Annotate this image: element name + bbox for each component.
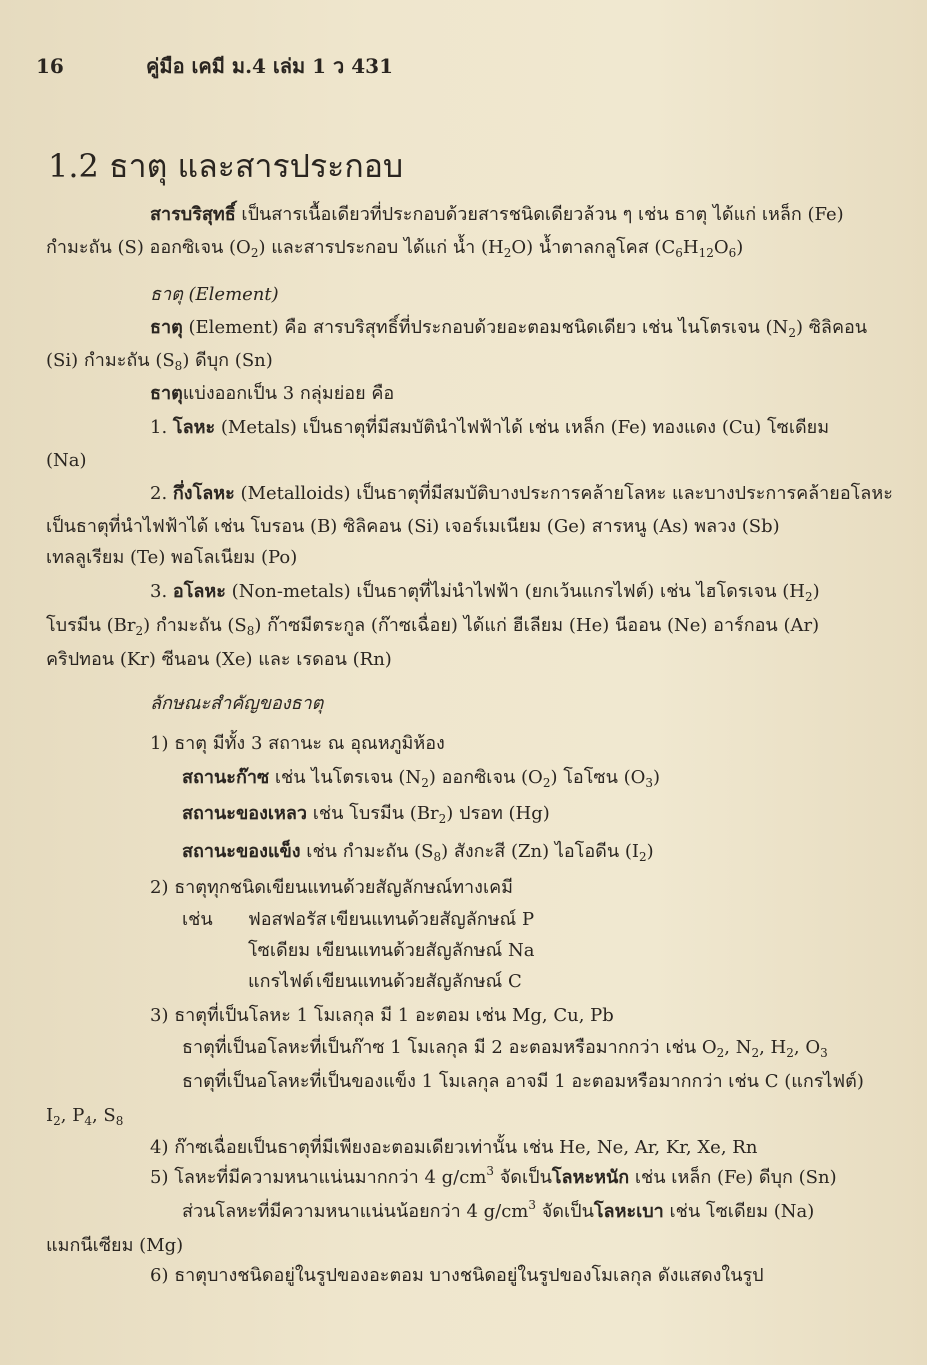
property-subitem: ธาตุที่เป็นอโลหะที่เป็นก๊าซ 1 โมเลกุล มี 2 อะตอมหรือมากกว่า เช่น $O_2$, $N_2$, $H_2$, $O_3$ bbox=[182, 1037, 828, 1060]
property-continuation: แมกนีเซียม (Mg) bbox=[46, 1235, 184, 1256]
list-item-continuation: โบรมีน $(Br_2)$ กำมะถัน $(S_8)$ ก๊าซมีตระกูล (ก๊าซเฉื่อย) ได้แก่ ฮีเลียม (He) นีออน (Ne) อาร์กอน (Ar) bbox=[46, 615, 820, 638]
list-item-continuation: เป็นธาตุที่นำไฟฟ้าได้ เช่น โบรอน (B) ซิลิคอน (Si) เจอร์เมเนียม (Ge) สารหนู (As) พลวง (Sb) bbox=[46, 516, 780, 537]
symbol-row: โซเดียม เขียนแทนด้วยสัญลักษณ์ Na bbox=[248, 940, 535, 961]
property-continuation: $I_2$, $P_4$, $S_8$ bbox=[46, 1105, 124, 1128]
property-item: 4) ก๊าซเฉื่อยเป็นธาตุที่มีเพียงอะตอมเดียวเท่านั้น เช่น He, Ne, Ar, Kr, Xe, Rn bbox=[150, 1137, 758, 1158]
subheading-properties: ลักษณะสำคัญของธาตุ bbox=[150, 693, 324, 714]
list-item: 3. อโลหะ (Non-metals) เป็นธาตุที่ไม่นำไฟฟ้า (ยกเว้นแกรไฟต์) เช่น ไฮโดรเจน $(H_2)$ bbox=[150, 581, 820, 604]
paragraph-line: ธาตุ (Element) คือ สารบริสุทธิ์ที่ประกอบด้วยอะตอมชนิดเดียว เช่น ไนโตรเจน $(N_2)$ ซิลิคอน bbox=[150, 317, 868, 340]
paragraph-line: (Si) กำมะถัน $(S_8)$ ดีบุก (Sn) bbox=[46, 350, 273, 373]
property-subitem: ส่วนโลหะที่มีความหนาแน่นน้อยกว่า 4 $g/cm^3$ จัดเป็นโลหะเบา เช่น โซเดียม (Na) bbox=[182, 1198, 815, 1222]
property-item: 6) ธาตุบางชนิดอยู่ในรูปของอะตอม บางชนิดอยู่ในรูปของโมเลกุล ดังแสดงในรูป bbox=[150, 1265, 764, 1286]
property-subitem: สถานะของแข็ง เช่น กำมะถัน $(S_8)$ สังกะสี (Zn) ไอโอดีน $(I_2)$ bbox=[182, 841, 654, 864]
subheading-element: ธาตุ (Element) bbox=[150, 284, 279, 305]
running-header: คู่มือ เคมี ม.4 เล่ม 1 ว 431 bbox=[146, 54, 393, 78]
property-item: 1) ธาตุ มีทั้ง 3 สถานะ ณ อุณหภูมิห้อง bbox=[150, 733, 445, 754]
paragraph-line: ธาตุแบ่งออกเป็น 3 กลุ่มย่อย คือ bbox=[150, 383, 395, 404]
property-item: 3) ธาตุที่เป็นโลหะ 1 โมเลกุล มี 1 อะตอม เช่น Mg, Cu, Pb bbox=[150, 1005, 614, 1026]
property-subitem: ธาตุที่เป็นอโลหะที่เป็นของแข็ง 1 โมเลกุล อาจมี 1 อะตอมหรือมากกว่า เช่น C (แกรไฟต์) bbox=[182, 1071, 864, 1092]
list-item-continuation: (Na) bbox=[46, 450, 87, 471]
list-item-continuation: คริปทอน (Kr) ซีนอน (Xe) และ เรดอน (Rn) bbox=[46, 649, 392, 670]
property-subitem: สถานะก๊าซ เช่น ไนโตรเจน $(N_2)$ ออกซิเจน $(O_2)$ โอโซน $(O_3)$ bbox=[182, 767, 661, 790]
page-number: 16 bbox=[36, 54, 64, 78]
property-subitem: สถานะของเหลว เช่น โบรมีน $(Br_2)$ ปรอท (Hg) bbox=[182, 803, 550, 826]
symbol-row: แกรไฟต์ เขียนแทนด้วยสัญลักษณ์ C bbox=[248, 971, 522, 992]
list-item-continuation: เทลลูเรียม (Te) พอโลเนียม (Po) bbox=[46, 547, 298, 568]
property-item: 2) ธาตุทุกชนิดเขียนแทนด้วยสัญลักษณ์ทางเคมี bbox=[150, 877, 514, 898]
property-item: 5) โลหะที่มีความหนาแน่นมากกว่า 4 $g/cm^3$ จัดเป็นโลหะหนัก เช่น เหล็ก (Fe) ดีบุก (Sn) bbox=[150, 1164, 837, 1188]
paragraph-line: กำมะถัน (S) ออกซิเจน $(O_2)$ และสารประกอบ ได้แก่ น้ำ $(H_2O)$ น้ำตาลกลูโคส $(C_6H_{12}O_6)$ bbox=[46, 237, 744, 260]
list-item: 2. กึ่งโลหะ (Metalloids) เป็นธาตุที่มีสมบัติบางประการคล้ายโลหะ และบางประการคล้ายอโลหะ bbox=[150, 483, 893, 504]
paragraph-line: สารบริสุทธิ์ เป็นสารเนื้อเดียวที่ประกอบด้วยสารชนิดเดียวล้วน ๆ เช่น ธาตุ ได้แก่ เหล็ก (Fe) bbox=[150, 204, 844, 225]
list-item: 1. โลหะ (Metals) เป็นธาตุที่มีสมบัตินำไฟฟ้าได้ เช่น เหล็ก (Fe) ทองแดง (Cu) โซเดียม bbox=[150, 417, 830, 438]
symbol-row: เช่น ฟอสฟอรัส เขียนแทนด้วยสัญลักษณ์ P bbox=[182, 909, 535, 930]
section-title: 1.2 ธาตุ และสารประกอบ bbox=[48, 147, 404, 185]
